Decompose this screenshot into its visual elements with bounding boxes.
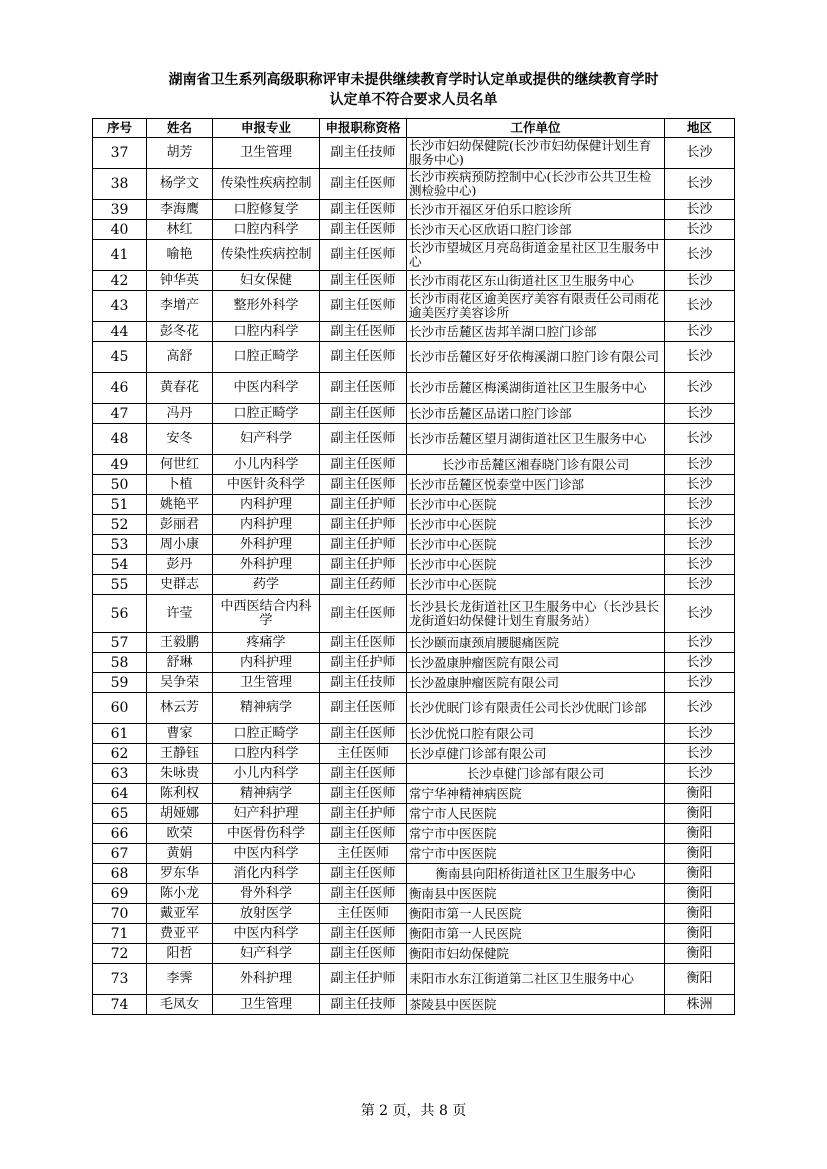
table-row — [93, 455, 735, 475]
row-work-unit: 长沙市中心医院 — [407, 575, 665, 595]
row-work-unit: 长沙市天心区欣语口腔门诊部 — [407, 220, 665, 240]
row-specialty: 中医骨伤科学 — [213, 824, 320, 844]
row-title-level: 副主任医师 — [320, 373, 407, 404]
row-specialty: 口腔正畸学 — [213, 724, 320, 744]
row-name: 卜植 — [147, 475, 213, 495]
row-index: 55 — [93, 575, 147, 595]
header-specialty: 申报专业 — [213, 119, 320, 138]
row-work-unit: 长沙卓健门诊部有限公司 — [407, 764, 665, 784]
row-work-unit: 衡南县向阳桥街道社区卫生服务中心 — [407, 864, 665, 884]
row-work-unit: 常宁市人民医院 — [407, 804, 665, 824]
row-title-level: 副主任医师 — [320, 342, 407, 373]
row-title-level: 主任医师 — [320, 744, 407, 764]
row-specialty: 精神病学 — [213, 693, 320, 724]
row-name: 舒琳 — [147, 653, 213, 673]
row-specialty: 卫生管理 — [213, 995, 320, 1015]
row-work-unit: 衡阳市妇幼保健院 — [407, 944, 665, 964]
row-name: 姚艳平 — [147, 495, 213, 515]
row-specialty: 口腔修复学 — [213, 200, 320, 220]
header-title-level: 申报职称资格 — [320, 119, 407, 138]
document-title-line2: 认定单不符合要求人员名单 — [329, 92, 498, 108]
row-name: 朱咏贵 — [147, 764, 213, 784]
row-work-unit: 长沙市中心医院 — [407, 555, 665, 575]
row-region: 长沙 — [665, 495, 735, 515]
row-name: 杨学文 — [147, 169, 213, 200]
row-work-unit: 长沙市妇幼保健院(长沙市妇幼保健计划生育服务中心) — [407, 138, 665, 169]
row-title-level: 副主任医师 — [320, 220, 407, 240]
row-specialty: 妇产科学 — [213, 424, 320, 455]
row-work-unit: 长沙市中心医院 — [407, 515, 665, 535]
row-name: 彭丽君 — [147, 515, 213, 535]
row-region: 长沙 — [665, 220, 735, 240]
row-work-unit: 长沙优悦口腔有限公司 — [407, 724, 665, 744]
table-row — [93, 653, 735, 673]
table-row — [93, 995, 735, 1015]
row-title-level: 副主任医师 — [320, 169, 407, 200]
row-work-unit: 长沙盈康肿瘤医院有限公司 — [407, 653, 665, 673]
row-index: 51 — [93, 495, 147, 515]
row-region: 长沙 — [665, 200, 735, 220]
row-specialty: 中医内科学 — [213, 924, 320, 944]
row-specialty: 内科护理 — [213, 653, 320, 673]
row-work-unit: 衡阳市第一人民医院 — [407, 904, 665, 924]
table-row — [93, 220, 735, 240]
row-name: 彭冬花 — [147, 322, 213, 342]
row-region: 长沙 — [665, 240, 735, 271]
row-name: 安冬 — [147, 424, 213, 455]
row-index: 62 — [93, 744, 147, 764]
table-row — [93, 724, 735, 744]
table-row — [93, 271, 735, 291]
row-specialty: 卫生管理 — [213, 138, 320, 169]
row-name: 黄春花 — [147, 373, 213, 404]
row-region: 长沙 — [665, 322, 735, 342]
row-title-level: 副主任医师 — [320, 633, 407, 653]
table-row — [93, 673, 735, 693]
table-row — [93, 575, 735, 595]
row-region: 长沙 — [665, 744, 735, 764]
row-title-level: 副主任医师 — [320, 424, 407, 455]
row-region: 长沙 — [665, 424, 735, 455]
table-row — [93, 475, 735, 495]
row-region: 长沙 — [665, 271, 735, 291]
row-work-unit: 长沙优眠门诊有限责任公司长沙优眠门诊部 — [407, 693, 665, 724]
row-title-level: 副主任医师 — [320, 240, 407, 271]
row-specialty: 口腔正畸学 — [213, 342, 320, 373]
row-specialty: 口腔内科学 — [213, 744, 320, 764]
row-title-level: 副主任医师 — [320, 864, 407, 884]
row-work-unit: 长沙市望城区月亮岛街道金星社区卫生服务中心 — [407, 240, 665, 271]
table-row — [93, 633, 735, 653]
row-region: 长沙 — [665, 169, 735, 200]
row-work-unit: 常宁市中医医院 — [407, 824, 665, 844]
row-name: 欧荣 — [147, 824, 213, 844]
row-work-unit: 长沙卓健门诊部有限公司 — [407, 744, 665, 764]
row-work-unit: 长沙市雨花区逾美医疗美容有限责任公司雨花逾美医疗美容诊所 — [407, 291, 665, 322]
row-region: 衡阳 — [665, 824, 735, 844]
row-specialty: 内科护理 — [213, 495, 320, 515]
row-index: 68 — [93, 864, 147, 884]
row-work-unit: 长沙颐而康颈肩腰腿痛医院 — [407, 633, 665, 653]
row-specialty: 妇产科学 — [213, 944, 320, 964]
row-title-level: 副主任技师 — [320, 995, 407, 1015]
row-work-unit: 长沙市岳麓区悦泰堂中医门诊部 — [407, 475, 665, 495]
row-work-unit: 长沙县长龙街道社区卫生服务中心（长沙县长龙街道妇幼保健计划生育服务站） — [407, 595, 665, 633]
row-index: 46 — [93, 373, 147, 404]
row-title-level: 副主任医师 — [320, 200, 407, 220]
row-specialty: 疼痛学 — [213, 633, 320, 653]
row-region: 衡阳 — [665, 964, 735, 995]
row-specialty: 消化内科学 — [213, 864, 320, 884]
table-row — [93, 555, 735, 575]
row-index: 50 — [93, 475, 147, 495]
table-row — [93, 824, 735, 844]
row-title-level: 副主任医师 — [320, 724, 407, 744]
row-name: 王毅鹏 — [147, 633, 213, 653]
row-work-unit: 衡阳市第一人民医院 — [407, 924, 665, 944]
row-name: 李霁 — [147, 964, 213, 995]
row-specialty: 骨外科学 — [213, 884, 320, 904]
row-title-level: 副主任医师 — [320, 764, 407, 784]
row-index: 66 — [93, 824, 147, 844]
row-name: 周小康 — [147, 535, 213, 555]
table-row — [93, 424, 735, 455]
row-work-unit: 常宁市中医医院 — [407, 844, 665, 864]
row-index: 67 — [93, 844, 147, 864]
row-specialty: 小儿内科学 — [213, 455, 320, 475]
row-name: 喻艳 — [147, 240, 213, 271]
row-work-unit: 长沙市中心医院 — [407, 535, 665, 555]
row-region: 株洲 — [665, 995, 735, 1015]
row-title-level: 副主任医师 — [320, 291, 407, 322]
row-specialty: 外科护理 — [213, 964, 320, 995]
table-row — [93, 884, 735, 904]
row-name: 彭丹 — [147, 555, 213, 575]
row-specialty: 外科护理 — [213, 535, 320, 555]
row-specialty: 精神病学 — [213, 784, 320, 804]
row-name: 林云芳 — [147, 693, 213, 724]
row-region: 长沙 — [665, 515, 735, 535]
row-name: 林红 — [147, 220, 213, 240]
table-row — [93, 864, 735, 884]
row-index: 49 — [93, 455, 147, 475]
row-specialty: 中医内科学 — [213, 844, 320, 864]
row-name: 胡娅娜 — [147, 804, 213, 824]
row-index: 64 — [93, 784, 147, 804]
row-index: 41 — [93, 240, 147, 271]
table-row — [93, 322, 735, 342]
table-row — [93, 844, 735, 864]
row-title-level: 副主任技师 — [320, 673, 407, 693]
table-row — [93, 784, 735, 804]
table-row — [93, 495, 735, 515]
row-region: 长沙 — [665, 291, 735, 322]
row-index: 59 — [93, 673, 147, 693]
row-specialty: 放射医学 — [213, 904, 320, 924]
row-index: 56 — [93, 595, 147, 633]
row-name: 许莹 — [147, 595, 213, 633]
row-index: 57 — [93, 633, 147, 653]
row-region: 长沙 — [665, 404, 735, 424]
row-index: 39 — [93, 200, 147, 220]
row-specialty: 外科护理 — [213, 555, 320, 575]
row-name: 罗东华 — [147, 864, 213, 884]
row-title-level: 副主任护师 — [320, 535, 407, 555]
table-row — [93, 169, 735, 200]
document-title-line1: 湖南省卫生系列高级职称评审未提供继续教育学时认定单或提供的继续教育学时 — [168, 72, 659, 88]
table-row — [93, 404, 735, 424]
row-region: 长沙 — [665, 633, 735, 653]
table-row — [93, 291, 735, 322]
row-name: 李海鹰 — [147, 200, 213, 220]
row-name: 戴亚军 — [147, 904, 213, 924]
row-index: 69 — [93, 884, 147, 904]
row-index: 47 — [93, 404, 147, 424]
header-region: 地区 — [665, 119, 735, 138]
row-region: 长沙 — [665, 342, 735, 373]
row-index: 71 — [93, 924, 147, 944]
row-region: 长沙 — [665, 138, 735, 169]
row-title-level: 主任医师 — [320, 844, 407, 864]
row-specialty: 妇女保健 — [213, 271, 320, 291]
row-work-unit: 长沙市岳麓区齿邦羊湖口腔门诊部 — [407, 322, 665, 342]
row-title-level: 副主任医师 — [320, 924, 407, 944]
row-region: 衡阳 — [665, 864, 735, 884]
row-title-level: 副主任医师 — [320, 824, 407, 844]
row-specialty: 药学 — [213, 575, 320, 595]
row-title-level: 副主任医师 — [320, 322, 407, 342]
row-region: 衡阳 — [665, 884, 735, 904]
row-region: 长沙 — [665, 673, 735, 693]
row-index: 70 — [93, 904, 147, 924]
table-row — [93, 535, 735, 555]
row-title-level: 副主任医师 — [320, 944, 407, 964]
row-name: 王静钰 — [147, 744, 213, 764]
row-index: 45 — [93, 342, 147, 373]
row-index: 65 — [93, 804, 147, 824]
row-region: 长沙 — [665, 595, 735, 633]
row-specialty: 中医内科学 — [213, 373, 320, 404]
row-index: 40 — [93, 220, 147, 240]
table-row — [93, 964, 735, 995]
row-name: 毛凤女 — [147, 995, 213, 1015]
row-title-level: 副主任技师 — [320, 138, 407, 169]
row-work-unit: 长沙市岳麓区好牙依梅溪湖口腔门诊有限公司 — [407, 342, 665, 373]
row-specialty: 口腔内科学 — [213, 220, 320, 240]
row-title-level: 副主任医师 — [320, 784, 407, 804]
row-index: 72 — [93, 944, 147, 964]
row-specialty: 小儿内科学 — [213, 764, 320, 784]
table-row — [93, 595, 735, 633]
row-region: 长沙 — [665, 555, 735, 575]
row-work-unit: 长沙市疾病预防控制中心(长沙市公共卫生检测检验中心) — [407, 169, 665, 200]
row-index: 48 — [93, 424, 147, 455]
row-index: 60 — [93, 693, 147, 724]
table-row — [93, 342, 735, 373]
row-region: 长沙 — [665, 653, 735, 673]
row-title-level: 副主任护师 — [320, 964, 407, 995]
row-work-unit: 常宁华神精神病医院 — [407, 784, 665, 804]
row-index: 53 — [93, 535, 147, 555]
row-name: 费亚平 — [147, 924, 213, 944]
row-specialty: 口腔正畸学 — [213, 404, 320, 424]
table-header-row — [93, 119, 735, 138]
row-region: 衡阳 — [665, 924, 735, 944]
row-work-unit: 长沙市岳麓区湘春晓门诊有限公司 — [407, 455, 665, 475]
row-name: 吴争荣 — [147, 673, 213, 693]
row-specialty: 整形外科学 — [213, 291, 320, 322]
table-row — [93, 804, 735, 824]
row-name: 阳哲 — [147, 944, 213, 964]
row-title-level: 副主任医师 — [320, 595, 407, 633]
row-specialty: 传染性疾病控制 — [213, 169, 320, 200]
row-index: 63 — [93, 764, 147, 784]
row-title-level: 副主任护师 — [320, 515, 407, 535]
row-work-unit: 长沙市中心医院 — [407, 495, 665, 515]
header-work-unit: 工作单位 — [407, 119, 665, 138]
row-title-level: 副主任药师 — [320, 575, 407, 595]
row-index: 54 — [93, 555, 147, 575]
row-specialty: 口腔内科学 — [213, 322, 320, 342]
row-name: 曹家 — [147, 724, 213, 744]
row-name: 钟华英 — [147, 271, 213, 291]
row-title-level: 副主任医师 — [320, 404, 407, 424]
row-title-level: 副主任护师 — [320, 495, 407, 515]
row-work-unit: 长沙市岳麓区品诺口腔门诊部 — [407, 404, 665, 424]
row-name: 何世红 — [147, 455, 213, 475]
row-work-unit: 长沙盈康肿瘤医院有限公司 — [407, 673, 665, 693]
row-region: 长沙 — [665, 455, 735, 475]
personnel-table — [92, 118, 735, 1015]
row-region: 长沙 — [665, 724, 735, 744]
row-work-unit: 长沙市岳麓区梅溪湖街道社区卫生服务中心 — [407, 373, 665, 404]
header-name: 姓名 — [147, 119, 213, 138]
header-index: 序号 — [93, 119, 147, 138]
row-specialty: 妇产科护理 — [213, 804, 320, 824]
row-specialty: 中西医结合内科学 — [213, 595, 320, 633]
row-index: 37 — [93, 138, 147, 169]
row-title-level: 副主任医师 — [320, 884, 407, 904]
row-region: 长沙 — [665, 475, 735, 495]
row-name: 黄娟 — [147, 844, 213, 864]
row-region: 衡阳 — [665, 844, 735, 864]
row-title-level: 副主任医师 — [320, 475, 407, 495]
row-region: 衡阳 — [665, 804, 735, 824]
table-row — [93, 515, 735, 535]
row-work-unit: 耒阳市水东江街道第二社区卫生服务中心 — [407, 964, 665, 995]
row-title-level: 副主任护师 — [320, 555, 407, 575]
row-index: 61 — [93, 724, 147, 744]
row-specialty: 内科护理 — [213, 515, 320, 535]
row-title-level: 副主任医师 — [320, 271, 407, 291]
row-specialty: 传染性疾病控制 — [213, 240, 320, 271]
table-row — [93, 944, 735, 964]
row-region: 长沙 — [665, 693, 735, 724]
row-region: 长沙 — [665, 575, 735, 595]
row-name: 陈小龙 — [147, 884, 213, 904]
row-work-unit: 长沙市岳麓区望月湖街道社区卫生服务中心 — [407, 424, 665, 455]
row-title-level: 副主任护师 — [320, 804, 407, 824]
table-row — [93, 764, 735, 784]
row-name: 李增产 — [147, 291, 213, 322]
table-row — [93, 693, 735, 724]
row-title-level: 副主任医师 — [320, 693, 407, 724]
row-name: 陈利权 — [147, 784, 213, 804]
table-row — [93, 744, 735, 764]
row-index: 44 — [93, 322, 147, 342]
table-row — [93, 904, 735, 924]
row-index: 42 — [93, 271, 147, 291]
page-footer: 第 2 页，共 8 页 — [360, 1103, 467, 1119]
row-name: 胡芳 — [147, 138, 213, 169]
row-region: 长沙 — [665, 535, 735, 555]
row-title-level: 副主任护师 — [320, 653, 407, 673]
row-index: 58 — [93, 653, 147, 673]
row-specialty: 中医针灸科学 — [213, 475, 320, 495]
table-row — [93, 924, 735, 944]
table-row — [93, 200, 735, 220]
row-name: 史群志 — [147, 575, 213, 595]
row-region: 长沙 — [665, 373, 735, 404]
table-row — [93, 240, 735, 271]
row-title-level: 主任医师 — [320, 904, 407, 924]
row-specialty: 卫生管理 — [213, 673, 320, 693]
row-region: 衡阳 — [665, 784, 735, 804]
row-work-unit: 茶陵县中医医院 — [407, 995, 665, 1015]
table-row — [93, 138, 735, 169]
table-row — [93, 373, 735, 404]
row-region: 衡阳 — [665, 904, 735, 924]
row-name: 冯丹 — [147, 404, 213, 424]
row-work-unit: 长沙市开福区牙伯乐口腔诊所 — [407, 200, 665, 220]
row-name: 高舒 — [147, 342, 213, 373]
row-title-level: 副主任医师 — [320, 455, 407, 475]
row-work-unit: 长沙市雨花区东山街道社区卫生服务中心 — [407, 271, 665, 291]
row-index: 73 — [93, 964, 147, 995]
row-index: 74 — [93, 995, 147, 1015]
row-index: 52 — [93, 515, 147, 535]
row-index: 38 — [93, 169, 147, 200]
row-region: 衡阳 — [665, 944, 735, 964]
row-index: 43 — [93, 291, 147, 322]
row-work-unit: 衡南县中医医院 — [407, 884, 665, 904]
row-region: 长沙 — [665, 764, 735, 784]
